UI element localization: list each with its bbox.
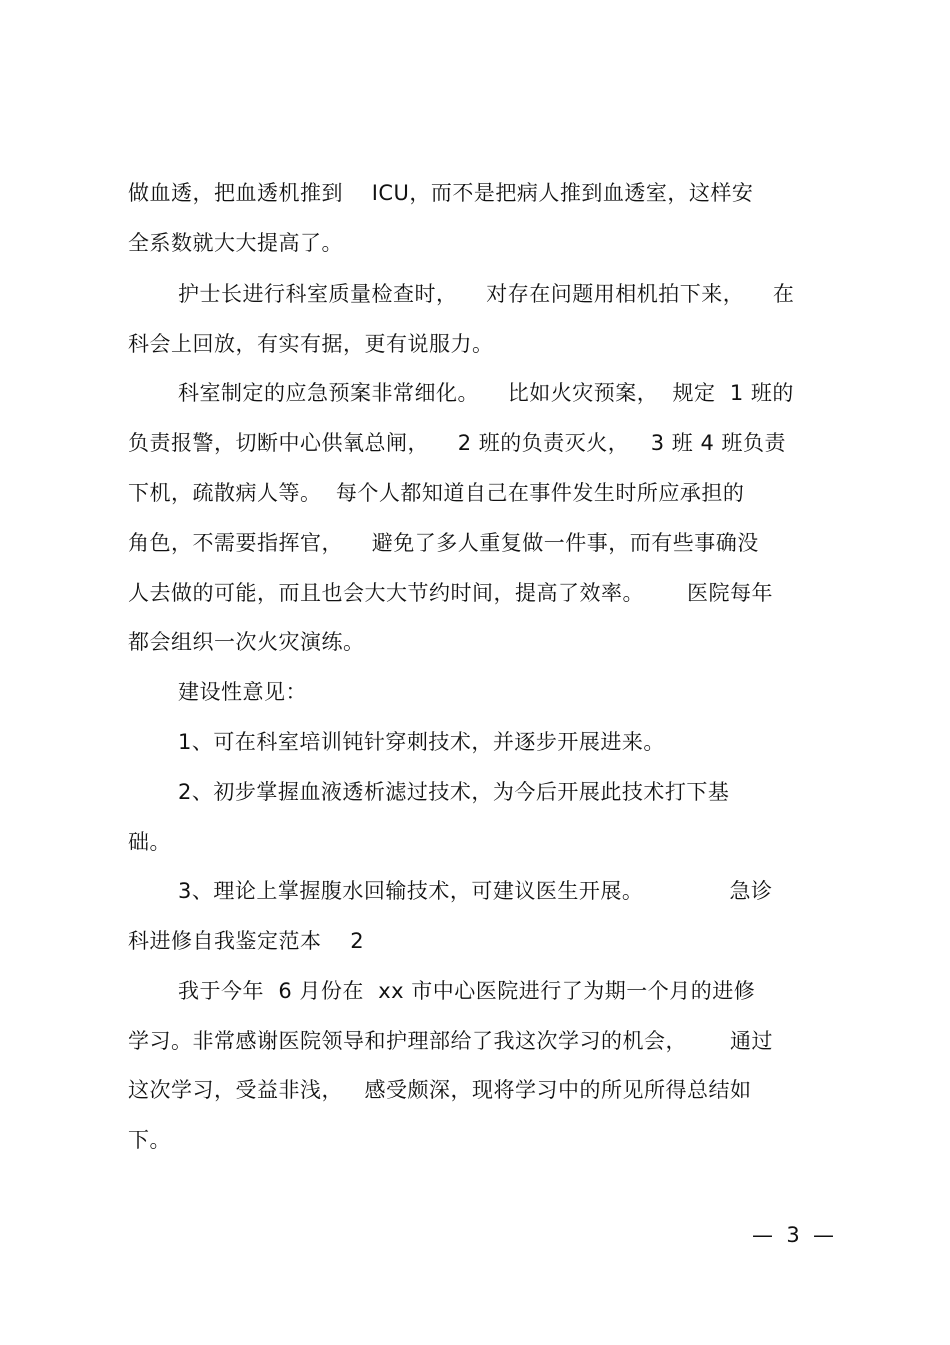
text-line-20: 下。 [128, 1128, 171, 1152]
text-line-4: 科会上回放，有实有据，更有说服力。 [128, 332, 494, 356]
text-line-7: 下机，疏散病人等。 每个人都知道自己在事件发生时所应承担的 [128, 481, 745, 505]
text-line-9: 人去做的可能，而且也会大大节约时间，提高了效率。 医院每年 [128, 581, 774, 605]
text-line-8: 角色，不需要指挥官， 避免了多人重复做一件事，而有些事确没 [128, 531, 759, 555]
page-number: — 3 — [752, 1223, 835, 1247]
text-line-11: 建设性意见： [178, 680, 307, 704]
text-line-16: 科进修自我鉴定范本 2 [128, 929, 365, 953]
text-line-2: 全系数就大大提高了。 [128, 231, 343, 255]
text-line-6: 负责报警，切断中心供氧总闸， 2 班的负责灭火， 3 班 4 班负责 [128, 431, 787, 455]
text-line-19: 这次学习，受益非浅， 感受颇深，现将学习中的所见所得总结如 [128, 1078, 752, 1102]
text-line-15: 3、理论上掌握腹水回输技术，可建议医生开展。 急诊 [178, 879, 773, 903]
text-line-12: 1、可在科室培训钝针穿刺技术，并逐步开展进来。 [178, 730, 665, 754]
text-line-10: 都会组织一次火灾演练。 [128, 630, 365, 654]
text-line-14: 础。 [128, 830, 171, 854]
text-line-5: 科室制定的应急预案非常细化。 比如火灾预案， 规定 1 班的 [178, 381, 794, 405]
text-line-18: 学习。非常感谢医院领导和护理部给了我这次学习的机会， 通过 [128, 1029, 774, 1053]
text-line-3: 护士长进行科室质量检查时， 对存在问题用相机拍下来， 在 [178, 282, 795, 306]
text-line-17: 我于今年 6 月份在 xx 市中心医院进行了为期一个月的进修 [178, 979, 756, 1003]
text-line-13: 2、初步掌握血液透析滤过技术，为今后开展此技术打下基 [178, 780, 730, 804]
text-line-1: 做血透，把血透机推到 ICU，而不是把病人推到血透室，这样安 [128, 181, 754, 205]
